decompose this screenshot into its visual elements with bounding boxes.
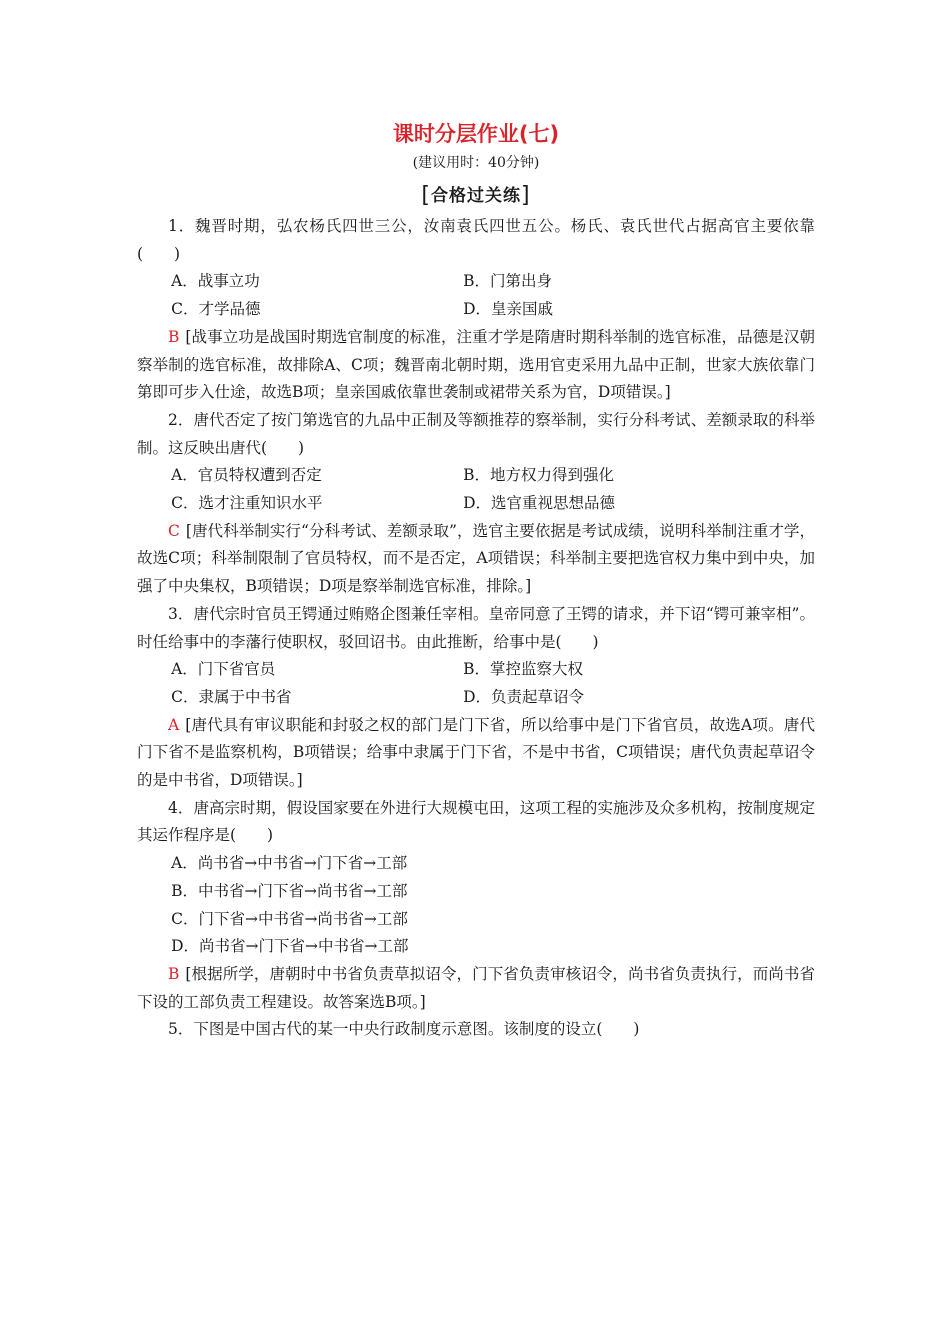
option: C．隶属于中书省: [171, 687, 292, 706]
suggested-time: (建议用时：40分钟): [412, 155, 540, 171]
option-row: [137, 296, 815, 324]
option-row: [137, 462, 815, 490]
section-title: 合格过关练: [431, 186, 521, 206]
option: C．才学品德: [171, 300, 261, 319]
answer-block: [137, 324, 815, 407]
answer-explanation: [战事立功是战国时期选官制度的标准，注重才学是隋唐时期科举制的选官标准，品德是汉朝察举制的选官标准，故排除A、C项；魏晋南北朝时期，选用官吏采用九品中正制，世家大族依靠门第即可步入仕途，故选B项；皇亲国戚依靠世袭制或裙带关系为官，D项错误。]: [137, 327, 815, 402]
option: B．门第出身: [463, 272, 552, 291]
option-row: [137, 684, 815, 712]
option: C．门下省→中书省→尚书省→工部: [171, 909, 408, 928]
answer-explanation: [唐代科举制实行“分科考试、差额录取”，选官主要依据是考试成绩，说明科举制注重才学，故选C项；科举制限制了官员特权，而不是否定，A项错误；科举制主要把选官权力集中到中央，加强了中央集权，B项错误；D项是察举制选官标准，排除。]: [137, 521, 815, 596]
question-stem: 4．唐高宗时期，假设国家要在外进行大规模屯田，这项工程的实施涉及众多机构，按制度规定其运作程序是( ): [137, 798, 815, 845]
option-row: [137, 656, 815, 684]
option: A．战事立功: [171, 272, 260, 291]
right-bracket-icon: ]: [521, 183, 531, 208]
question-stem: 1．魏晋时期，弘农杨氏四世三公，汝南袁氏四世五公。杨氏、袁氏世代占据高官主要依靠( ): [137, 217, 815, 263]
answer-block: [137, 961, 815, 1016]
left-bracket-icon: [: [421, 183, 431, 208]
answer-block: [137, 518, 815, 601]
worksheet-page: [137, 118, 815, 1044]
page-title: 课时分层作业(七): [392, 122, 560, 146]
option: D．选官重视思想品德: [463, 494, 616, 513]
answer-explanation: [根据所学，唐朝时中书省负责草拟诏令，门下省负责审核诏令，尚书省负责执行，而尚书省下设的工部负责工程建设。故答案选B项。]: [137, 964, 815, 1011]
question-stem: 5．下图是中国古代的某一中央行政制度示意图。该制度的设立( ): [168, 1020, 640, 1039]
option: C．选才注重知识水平: [171, 494, 323, 513]
option: D．尚书省→门下省→中书省→工部: [171, 937, 409, 956]
option: B．中书省→门下省→尚书省→工部: [171, 881, 408, 900]
question-stem: 2．唐代否定了按门第选官的九品中正制及等额推荐的察举制，实行分科考试、差额录取的科举制。这反映出唐代( ): [137, 410, 815, 457]
section-header: [137, 179, 815, 213]
option: B．掌控监察大权: [463, 660, 583, 679]
option: D．负责起草诏令: [463, 687, 585, 706]
answer-letter: B: [168, 964, 180, 983]
answer-letter: B: [168, 327, 180, 346]
answer-explanation: [唐代具有审议职能和封驳之权的部门是门下省，所以给事中是门下省官员，故选A项。唐代门下省不是监察机构，B项错误；给事中隶属于门下省，不是中书省，C项错误；唐代负责起草诏令的是中书省，D项错误。]: [137, 715, 815, 790]
option: A．尚书省→中书省→门下省→工部: [171, 854, 408, 873]
option: A．官员特权遭到否定: [171, 466, 322, 485]
answer-letter: A: [168, 715, 180, 734]
answer-block: [137, 712, 815, 795]
option: B．地方权力得到强化: [463, 466, 614, 485]
answer-letter: C: [168, 521, 180, 540]
option: D．皇亲国戚: [463, 300, 554, 319]
option: A．门下省官员: [171, 660, 276, 679]
option-row: [137, 490, 815, 518]
option-row: [137, 268, 815, 296]
question-stem: 3．唐代宗时官员王锷通过贿赂企图兼任宰相。皇帝同意了王锷的请求，并下诏“锷可兼宰相”。时任给事中的李藩行使职权，驳回诏书。由此推断，给事中是( ): [137, 604, 815, 651]
